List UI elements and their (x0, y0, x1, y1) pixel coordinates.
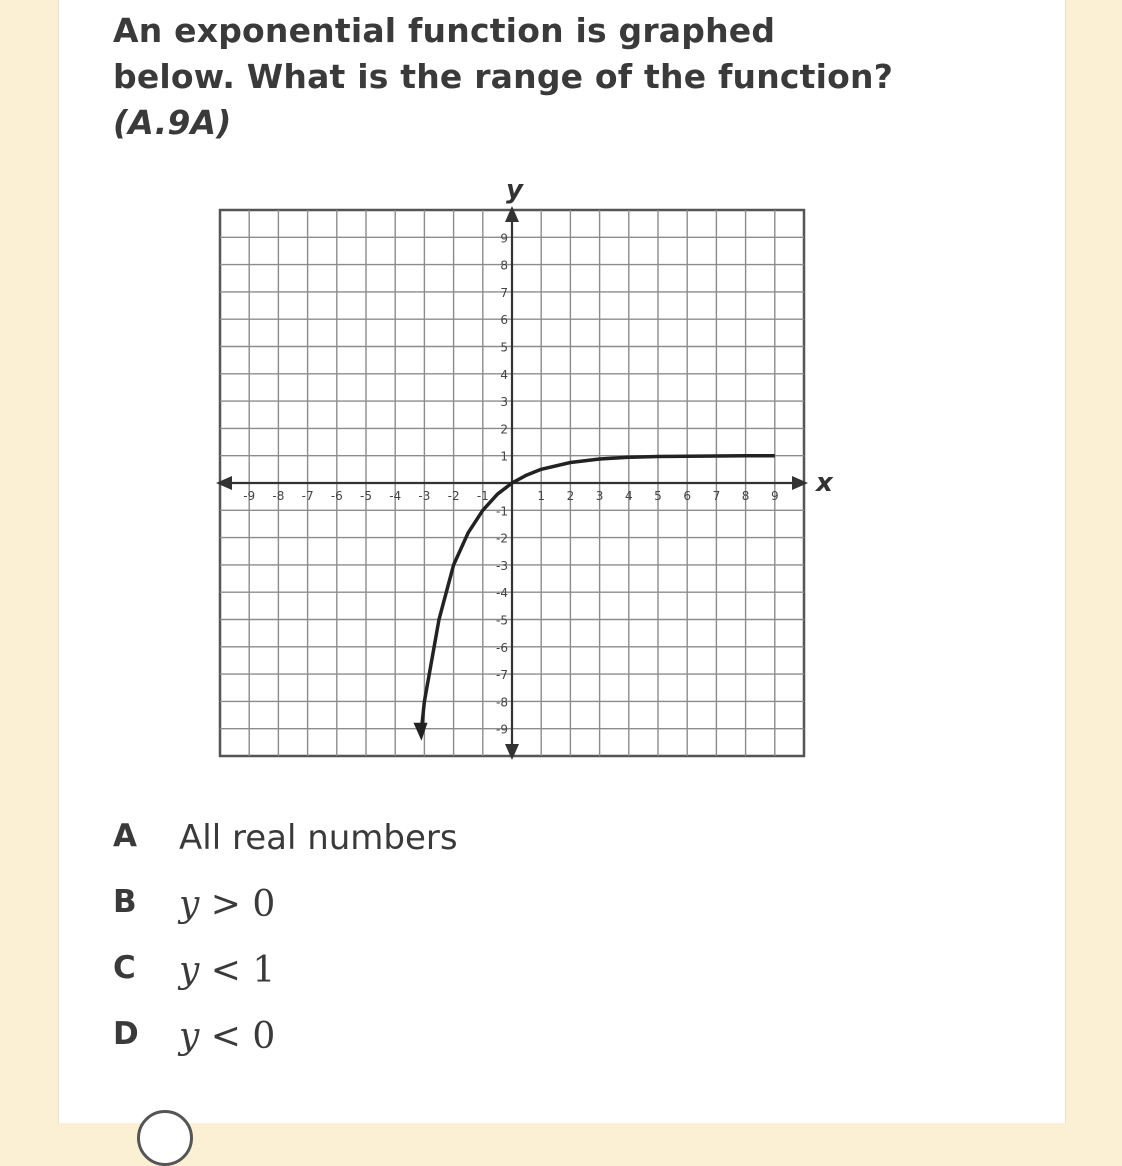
x-tick-label: -3 (418, 489, 431, 503)
choice-a-letter: A (113, 818, 137, 854)
x-tick-label: -9 (243, 489, 256, 503)
y-tick-label: -6 (496, 640, 508, 655)
x-tick-label: -8 (272, 489, 285, 503)
y-tick-label: -2 (496, 531, 508, 546)
x-axis-label: x (816, 468, 833, 498)
y-axis-label: y (506, 175, 523, 205)
x-tick-label: -1 (476, 489, 489, 503)
y-tick-label: -8 (496, 695, 508, 710)
y-tick-label: -3 (496, 558, 508, 573)
y-tick-label: 3 (500, 395, 508, 410)
answer-radio-button[interactable] (137, 1110, 193, 1166)
y-tick-label: 7 (500, 285, 508, 300)
question-line-1: An exponential function is graphed (113, 11, 776, 50)
x-tick-label: 1 (537, 489, 546, 503)
choice-c-text: y < 1 (179, 950, 276, 991)
y-tick-label: 8 (500, 258, 508, 273)
choice-b-letter: B (113, 884, 137, 920)
x-tick-label: 3 (595, 489, 604, 503)
y-tick-label: 9 (500, 231, 508, 246)
x-tick-label: 2 (566, 489, 575, 503)
y-tick-label: -4 (496, 586, 508, 601)
x-tick-label: 8 (741, 489, 750, 503)
y-tick-label: 6 (500, 313, 508, 328)
choice-d-text: y < 0 (179, 1016, 276, 1057)
y-tick-label: -7 (496, 668, 508, 683)
choice-c-letter: C (113, 950, 136, 986)
choice-d-letter: D (113, 1016, 139, 1052)
x-tick-label: 7 (712, 489, 721, 503)
y-tick-label: -5 (496, 613, 508, 628)
x-tick-label: -4 (389, 489, 402, 503)
y-tick-label: 4 (500, 367, 508, 382)
y-tick-label: -1 (496, 504, 508, 519)
question-text (113, 8, 933, 146)
x-tick-label: -2 (447, 489, 460, 503)
x-tick-label: -5 (360, 489, 372, 503)
y-tick-label: 2 (500, 422, 508, 437)
y-tick-label: 5 (500, 340, 508, 355)
exponential-graph (150, 170, 870, 780)
choice-b-text: y > 0 (179, 884, 276, 925)
y-tick-label: -9 (496, 722, 508, 737)
x-tick-label: -7 (301, 489, 314, 503)
x-tick-label: 5 (654, 489, 662, 503)
x-tick-label: 4 (624, 489, 633, 503)
y-tick-label: 1 (500, 449, 508, 464)
x-tick-label: -6 (330, 489, 343, 503)
x-tick-label: 6 (683, 489, 692, 503)
standard-code: (A.9A) (113, 103, 232, 142)
choice-a-text: All real numbers (179, 818, 458, 858)
question-line-2: below. What is the range of the function? (113, 57, 894, 96)
x-tick-label: 9 (770, 489, 779, 503)
